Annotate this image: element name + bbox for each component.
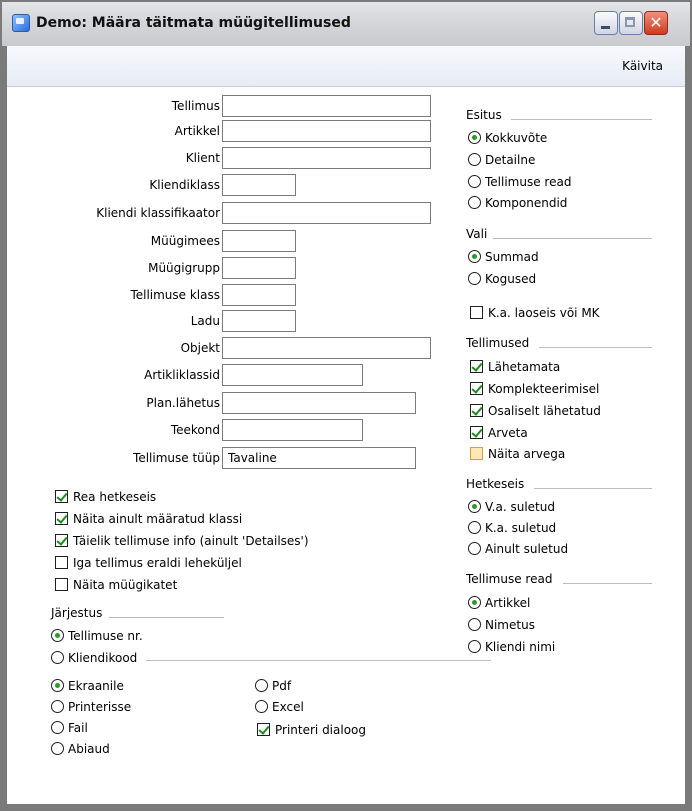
field-label-kliendi-klassifikaator: Kliendi klassifikaator	[96, 206, 220, 220]
klient-input[interactable]	[222, 147, 431, 169]
vali-divider	[493, 238, 652, 239]
rea-hetkeseis-label: Rea hetkeseis	[73, 490, 157, 504]
radio-dot	[468, 272, 481, 285]
ka-laoseis-label: K.a. laoseis või MK	[488, 306, 600, 320]
printer-dialog-checkbox[interactable]	[257, 722, 366, 738]
lahetamata-checkbox[interactable]	[470, 359, 560, 375]
radio-dot	[468, 131, 481, 144]
vali-summad-label: Summad	[485, 250, 539, 264]
output-fail-radio[interactable]	[51, 720, 88, 736]
output-ekraanile-radio[interactable]	[51, 678, 124, 694]
tellimuse-tuup-input[interactable]: Tavaline	[222, 447, 416, 469]
radio-dot	[255, 700, 268, 713]
sort-kliendikood-radio[interactable]	[51, 650, 137, 666]
checkbox-box	[257, 723, 270, 736]
radio-dot	[51, 629, 64, 642]
tellimused-heading: Tellimused	[466, 336, 530, 350]
muugimees-input[interactable]	[222, 230, 296, 252]
radio-dot	[468, 153, 481, 166]
sort-kliendikood-label: Kliendikood	[68, 651, 138, 665]
ainult-suletud-radio[interactable]	[468, 541, 568, 557]
vali-kogused-label: Kogused	[485, 272, 537, 286]
output-excel-radio[interactable]	[255, 699, 304, 715]
app-icon	[12, 14, 30, 32]
esitus-heading: Esitus	[466, 108, 502, 122]
vali-heading: Vali	[466, 227, 488, 241]
field-label-muugigrupp: Müügigrupp	[148, 261, 220, 275]
ainult-suletud-label: Ainult suletud	[485, 542, 569, 556]
field-label-tellimus: Tellimus	[171, 99, 220, 113]
esitus-kokkuvote-label: Kokkuvõte	[485, 131, 548, 145]
jarjestus-heading: Järjestus	[51, 606, 103, 620]
radio-dot	[255, 679, 268, 692]
radio-dot	[468, 196, 481, 209]
osaliselt-lahetatud-checkbox[interactable]	[470, 403, 601, 419]
output-pdf-label: Pdf	[272, 679, 292, 693]
tellimuse-read-heading: Tellimuse read	[466, 572, 553, 586]
plan-lahetus-input[interactable]	[222, 392, 416, 414]
field-label-muugimees: Müügimees	[150, 234, 220, 248]
ladu-input[interactable]	[222, 310, 296, 332]
muugikate-label: Näita müügikatet	[73, 578, 178, 592]
run-button[interactable]: Käivita	[622, 59, 663, 73]
output-abiaud-label: Abiaud	[68, 742, 110, 756]
kliendiklass-input[interactable]	[222, 174, 296, 196]
checkbox-box	[55, 534, 68, 547]
radio-dot	[468, 618, 481, 631]
hetkeseis-heading: Hetkeseis	[466, 477, 525, 491]
ka-laoseis-checkbox[interactable]	[470, 305, 600, 321]
title-bar[interactable]	[2, 2, 690, 46]
field-label-teekond: Teekond	[170, 423, 220, 437]
taielik-info-label: Täielik tellimuse info (ainult 'Detailses')	[73, 534, 309, 548]
lahetamata-label: Lähetamata	[488, 360, 561, 374]
checkbox-box	[55, 556, 68, 569]
output-fail-label: Fail	[68, 721, 88, 735]
radio-dot	[51, 742, 64, 755]
close-icon: ✕	[649, 13, 663, 32]
printer-dialog-label: Printeri dialoog	[275, 723, 367, 737]
teekond-input[interactable]	[222, 419, 363, 441]
field-label-tellimuse-tuup: Tellimuse tüüp	[133, 451, 220, 465]
read-artikkel-radio[interactable]	[468, 595, 530, 611]
read-nimetus-label: Nimetus	[485, 618, 535, 632]
minimize-button[interactable]	[594, 11, 618, 35]
arveta-checkbox[interactable]	[470, 425, 528, 441]
muugigrupp-input[interactable]	[222, 257, 296, 279]
radio-dot	[468, 596, 481, 609]
field-label-klient: Klient	[185, 151, 220, 165]
ka-suletud-label: K.a. suletud	[485, 521, 557, 535]
output-abiaud-radio[interactable]	[51, 741, 110, 757]
tellimused-divider	[539, 347, 652, 348]
naita-arvega-checkbox[interactable]	[470, 446, 565, 462]
sort-tellimuse-nr-label: Tellimuse nr.	[68, 629, 143, 643]
tellimuse-read-divider	[563, 583, 652, 584]
output-ekraanile-label: Ekraanile	[68, 679, 124, 693]
radio-dot	[468, 500, 481, 513]
esitus-kokkuvote-radio[interactable]	[468, 130, 547, 146]
output-pdf-radio[interactable]	[255, 678, 291, 694]
checkbox-box	[470, 404, 483, 417]
esitus-komponendid-label: Komponendid	[485, 196, 568, 210]
radio-dot	[51, 679, 64, 692]
esitus-tellimuse-read-label: Tellimuse read	[485, 175, 572, 189]
field-label-objekt: Objekt	[180, 341, 220, 355]
output-excel-label: Excel	[272, 700, 304, 714]
arveta-label: Arveta	[488, 426, 528, 440]
va-suletud-radio[interactable]	[468, 499, 555, 515]
esitus-detailne-label: Detailne	[485, 153, 536, 167]
jarjestus-divider	[109, 617, 224, 618]
checkbox-box	[55, 578, 68, 591]
objekt-input[interactable]	[222, 337, 431, 359]
radio-dot	[51, 721, 64, 734]
esitus-divider	[511, 119, 652, 120]
radio-dot	[51, 651, 64, 664]
radio-dot	[51, 700, 64, 713]
dialog-content	[7, 46, 685, 804]
radio-dot	[468, 250, 481, 263]
esitus-tellimuse-read-radio[interactable]	[468, 174, 571, 190]
field-label-artikkel: Artikkel	[174, 124, 220, 138]
read-artikkel-label: Artikkel	[485, 596, 531, 610]
read-kliendi-nimi-label: Kliendi nimi	[485, 640, 556, 654]
komplekteerimisel-checkbox[interactable]	[470, 381, 599, 397]
radio-dot	[468, 542, 481, 555]
checkbox-box	[470, 426, 483, 439]
va-suletud-label: V.a. suletud	[485, 500, 555, 514]
maximize-button[interactable]	[619, 11, 643, 35]
radio-dot	[468, 175, 481, 188]
output-printerisse-radio[interactable]	[51, 699, 131, 715]
eraldi-lehekulg-label: Iga tellimus eraldi leheküljel	[73, 556, 242, 570]
muugikate-checkbox[interactable]	[55, 577, 177, 593]
jarjestus-bottom-divider	[146, 660, 491, 661]
checkbox-box	[470, 382, 483, 395]
naita-ainult-klassi-label: Näita ainult määratud klassi	[73, 512, 243, 526]
checkbox-box	[470, 447, 483, 460]
output-printerisse-label: Printerisse	[68, 700, 132, 714]
field-label-kliendiklass: Kliendiklass	[149, 178, 220, 192]
eraldi-lehekulg-checkbox[interactable]	[55, 555, 242, 571]
radio-dot	[468, 521, 481, 534]
artikkel-input[interactable]	[222, 120, 431, 142]
checkbox-box	[470, 306, 483, 319]
checkbox-box	[55, 512, 68, 525]
kliendi-klassifikaator-input[interactable]	[222, 202, 431, 224]
esitus-detailne-radio[interactable]	[468, 152, 535, 168]
field-label-ladu: Ladu	[190, 314, 220, 328]
read-nimetus-radio[interactable]	[468, 617, 535, 633]
checkbox-box	[470, 360, 483, 373]
field-label-plan-lahetus: Plan.lähetus	[146, 396, 220, 410]
hetkeseis-divider	[534, 488, 652, 489]
vali-kogused-radio[interactable]	[468, 271, 536, 287]
tellimus-input[interactable]	[222, 95, 431, 117]
artikliklassid-input[interactable]	[222, 364, 363, 386]
tellimuse-klass-input[interactable]	[222, 284, 296, 306]
naita-arvega-label: Näita arvega	[488, 447, 566, 461]
toolbar	[7, 46, 685, 87]
esitus-komponendid-radio[interactable]	[468, 195, 567, 211]
sort-tellimuse-nr-radio[interactable]	[51, 628, 143, 644]
naita-ainult-klassi-checkbox[interactable]	[55, 511, 242, 527]
close-button[interactable]	[644, 11, 668, 35]
komplekteerimisel-label: Komplekteerimisel	[488, 382, 600, 396]
radio-dot	[468, 640, 481, 653]
field-label-tellimuse-klass: Tellimuse klass	[130, 288, 220, 302]
osaliselt-lahetatud-label: Osaliselt lähetatud	[488, 404, 601, 418]
field-label-artikliklassid: Artikliklassid	[144, 368, 220, 382]
ka-suletud-radio[interactable]	[468, 520, 556, 536]
checkbox-box	[55, 490, 68, 503]
taielik-info-checkbox[interactable]	[55, 533, 309, 549]
window-title: Demo: Määra täitmata müügitellimused	[36, 15, 351, 31]
vali-summad-radio[interactable]	[468, 249, 539, 265]
read-kliendi-nimi-radio[interactable]	[468, 639, 555, 655]
rea-hetkeseis-checkbox[interactable]	[55, 489, 156, 505]
